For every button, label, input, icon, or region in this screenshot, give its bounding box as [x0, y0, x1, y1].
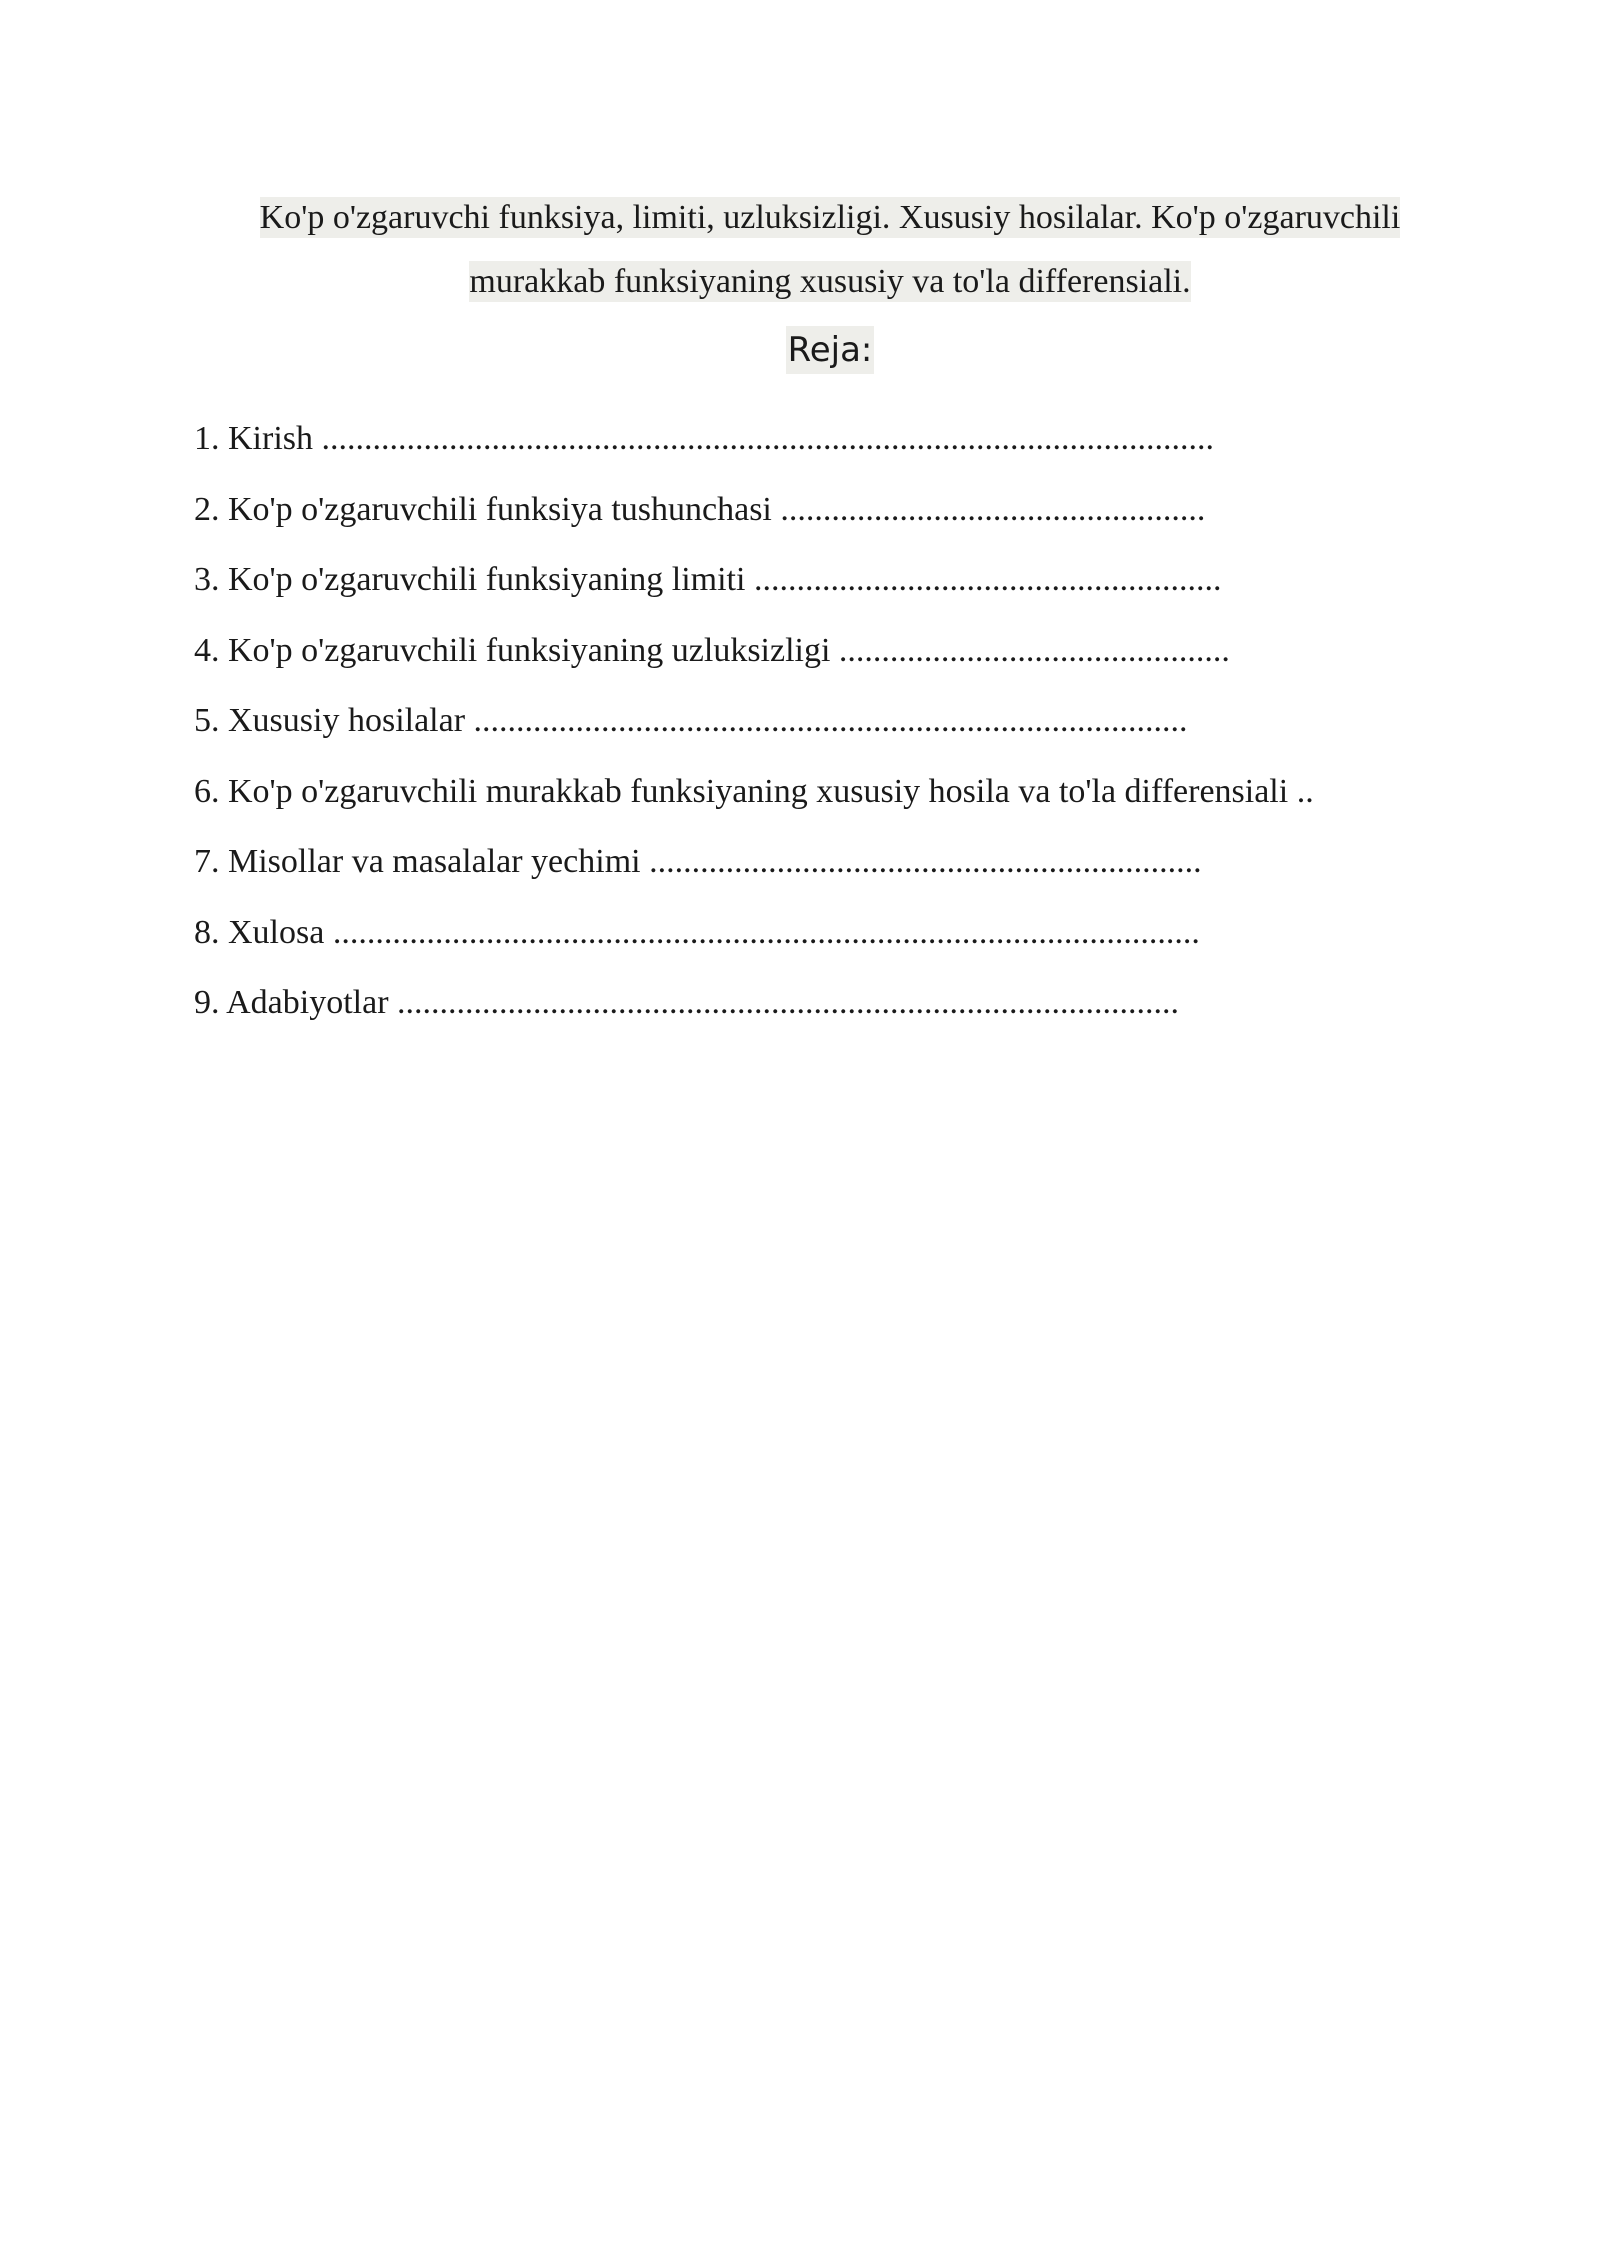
toc-item: 9. Adabiyotlar ............................................................................................	[194, 984, 1180, 1021]
document-title	[190, 186, 1470, 314]
toc-item: 1. Kirish .........................................................................................................	[194, 420, 1214, 457]
toc-item: 8. Xulosa ......................................................................................................	[194, 913, 1200, 951]
title-line-1-text: Ko'p o'zgaruvchi funksiya, limiti, uzluksizligi. Xususiy hosilalar. Ko'p o'zgaruvchili	[259, 199, 1401, 236]
toc-item: 2. Ko'p o'zgaruvchili funksiya tushunchasi ..................................................	[194, 490, 1206, 528]
toc-item: 6. Ko'p o'zgaruvchili murakkab funksiyaning xususiy hosila va to'la differensiali ..	[194, 772, 1314, 810]
table-of-contents	[194, 404, 1314, 1039]
plan-heading	[0, 318, 1600, 382]
title-line-2	[190, 250, 1470, 314]
title-line-1	[190, 186, 1470, 250]
toc-item: 5. Xususiy hosilalar ....................................................................................	[194, 702, 1188, 739]
toc-item: 7. Misollar va masalalar yechimi .................................................................	[194, 843, 1202, 880]
toc-item: 3. Ko'p o'zgaruvchili funksiyaning limiti .......................................................	[194, 561, 1222, 598]
title-line-2-text: murakkab funksiyaning xususiy va to'la differensiali.	[469, 263, 1191, 300]
plan-heading-text: Reja:	[786, 326, 875, 374]
toc-item: 4. Ko'p o'zgaruvchili funksiyaning uzluksizligi ..............................................	[194, 631, 1230, 669]
